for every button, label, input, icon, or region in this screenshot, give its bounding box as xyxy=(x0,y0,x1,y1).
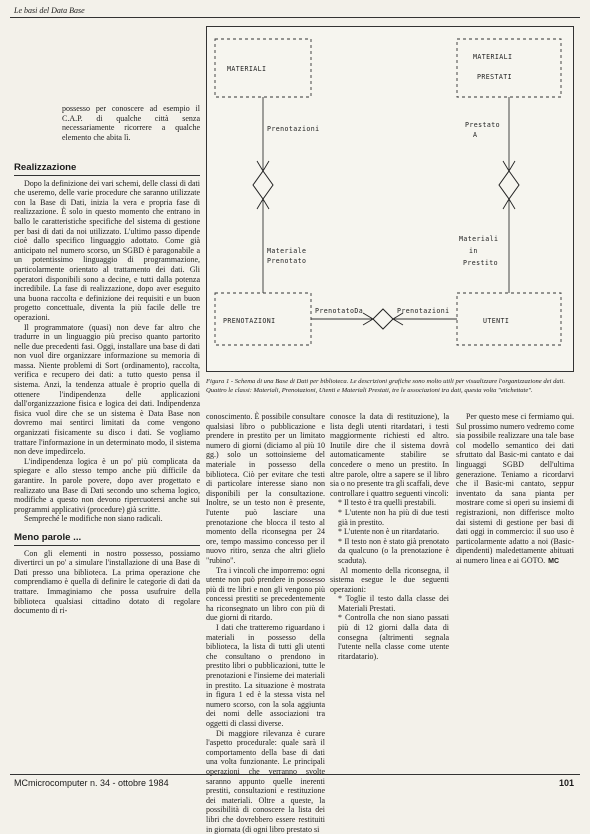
paragraph: Sempreché le modifiche non siano radicali. xyxy=(24,514,163,524)
entity-label-utenti: UTENTI xyxy=(483,317,510,325)
link-label-materiali-in-prestito-3: Prestito xyxy=(463,259,498,267)
bullet-item: * Il testo non è stato già prenotato da qualcuno (o la prenotazione è scaduta). xyxy=(338,536,449,565)
heading-realizzazione: Realizzazione xyxy=(14,163,200,176)
link-label-prestato-1: Prestato xyxy=(465,121,500,129)
column-4 xyxy=(456,412,574,567)
paragraph: Con gli elementi in nostro possesso, possiamo divertirci un po' a simulare l'installazione di una Base di Dati presso una biblioteca. La prima operazione che comprendiamo è quella di definire le categorie di dati da trattare. Immaginiamo che possa usufruire della biblioteca qualsiasi cittadino dotato di regolare documento di ri- xyxy=(14,548,200,616)
link-label-materiali-in-prestito-1: Materiali xyxy=(459,235,499,243)
column-1 xyxy=(14,154,200,616)
relation-diamond-left xyxy=(253,171,273,199)
paragraph: conoscimento. È possibile consultare qualsiasi libro o pubblicazione e prendere in prestito per un limitato numero di giorni (diciamo al più 10 gg.) solo un sottoinsieme del materiale in possesso della biblioteca. Ciò per evitare che testi di particolare interesse siano non disponibili per la consultazione. Inoltre, se un testo non è presente, l'utente può lasciare una prenotazione che blocca il testo al momento della riconsegna per 24 ore, tempo massimo concesso per il nuovo ritiro, senza che altri glielo "rubino". xyxy=(206,412,325,565)
relation-diamond-bottom xyxy=(373,309,393,329)
column-2 xyxy=(206,412,325,834)
link-label-materiale-prenotato-1: Materiale xyxy=(267,247,307,255)
paragraph xyxy=(456,412,574,567)
link-label-prenotazioni-bottom: Prenotazioni xyxy=(397,307,450,315)
paragraph: I dati che tratteremo riguardano i materiali in possesso della biblioteca, la lista di tutti gli utenti che consultano o prendono in prestito libri o pubblicazioni, tutte le prenotazioni e l'insieme dei materiali in prestito. La situazione è mostrata in figura 1 ed è la stessa vista nel numero scorso, con la sola aggiunta dei nomi delle associazioni tra oggetti di classi diverse. xyxy=(206,623,325,728)
bullet-item: * Controlla che non siano passati più di 12 giorni dalla data di consegna (altrimenti segnala l'utente nella classe come utente ritardatario). xyxy=(338,613,449,661)
header-rule xyxy=(10,17,580,18)
heading-meno-parole: Meno parole ... xyxy=(14,533,200,546)
entity-box-materiali-prestati xyxy=(457,39,561,97)
bullet-item: * Il testo è tra quelli prestabili. xyxy=(338,498,436,508)
figure-schema xyxy=(206,26,574,372)
entity-label-prenotazioni: PRENOTAZIONI xyxy=(223,317,276,325)
paragraph: Di maggiore rilevanza è curare l'aspetto procedurale: quale sarà il comportamento della base di dati una volta funzionante. Le principali operazioni che verranno svolte saranno appunto quelle inerenti prestiti, consultazioni e restituzione dei materiali. Oltre a queste, la possibilità di conoscere la lista dei libri che dovrebbero essere restituiti in giornata (di ogni libro prestato si xyxy=(206,728,325,834)
footer-rule xyxy=(10,774,580,775)
page-number: 101 xyxy=(558,778,574,788)
entity-label-materiali-prestati-1: MATERIALI xyxy=(473,53,513,61)
er-diagram xyxy=(207,27,575,373)
link-label-prenotato-da: PrenotatoDa xyxy=(315,307,364,315)
bullet-item: * Toglie il testo dalla classe dei Materiali Prestati. xyxy=(338,594,449,613)
link-label-prenotazioni-top: Prenotazioni xyxy=(267,125,320,133)
paragraph: conosce la data di restituzione), la lista degli utenti ritardatari, i testi maggiormente richiesti ed altro. Inutile dire che il sistema dovrà automaticamente stabilire se concedere o meno un prestito. In altre parole, oltre a sapere se il libro sia o no presente tra gli scaffali, deve controllare i quattro seguenti vincoli: xyxy=(330,412,449,498)
paragraph: L'indipendenza logica è un po' più complicata da spiegare e allo stesso tempo anche più difficile da garantire. In parole povere, dopo aver progettato e realizzato una Base di Dati secondo uno schema logico, modifiche a questo non devono ripercuotersi anche sui programmi applicativi (procedure) già scritte. xyxy=(14,456,200,514)
bullet-item: * L'utente non è un ritardatario. xyxy=(338,527,439,537)
paragraph: Il programmatore (quasi) non deve far altro che tradurre in un linguaggio più preciso quanto partorito nelle due precedenti fasi. Oggi, installare una base di dati non vuol dire organizzare informazione su memoria di massa. Niente problemi di Sort (ordinamento), raccolta, verifica e recupero dei dati: a tutto questo pensa il sistema. Anzi, la tendenza attuale è proprio quella di ottenere l'indipendenza delle applicazioni dall'organizzazione fisica e logica dei dati. Indipendenza fisica vuol dire che se un sistema è Data Base non dovremo mai sentirci limitati da come vengono organizzati fisicamente su disco i dati. Se vogliamo trattare l'informazione in un determinato modo, il sistema non deve impedircelo. xyxy=(14,322,200,457)
footer-magazine: MCmicrocomputer n. 34 - ottobre 1984 xyxy=(14,778,169,788)
figure-caption: Figura 1 - Schema di una Base di Dati per biblioteca. Le descrizioni grafiche sono molto utili per visualizzare l'organizzazione dei dati. Quattro le classi: Materiali, Prenotazioni, Utenti e Materiali Prestati, tre le associazioni tra dati, questa volta "etichettate". xyxy=(206,378,565,394)
column-1-top xyxy=(62,104,200,142)
column-3 xyxy=(330,412,449,661)
entity-label-materiali: MATERIALI xyxy=(227,65,267,73)
paragraph: Dopo la definizione dei vari schemi, delle classi di dati che useremo, delle varie procedure che saranno utilizzate con la Base di Dati, inizia la vera e propria fase di realizzazione. È solo in questo momento che entrano in ballo le caratteristiche specifiche del sistema di gestione per basi di dati da noi utilizzato. L'ultimo passo dipende cioè dallo specifico linguaggio adottato. Come già anticipato nel numero scorso, un SGBD è paragonabile a un potentissimo linguaggio di programmazione, particolarmente orientato al trattamento dei dati. Gli operatori disponibili sono a decine, e tutti dalla potenza incredibile. La fase di realizzazione, dopo aver eseguito una buona raccolta e definizione dei requisiti e un buon progetto concettuale, diventa la più facile delle tre operazioni. xyxy=(14,178,200,322)
running-title: Le basi del Data Base xyxy=(14,6,85,15)
paragraph: Tra i vincoli che imporremo: ogni utente non può prendere in possesso più di tre libri e non gli vengono più concessi prestiti se precedentemente ha riconsegnato un libro con più di due giorni di ritardo. xyxy=(206,565,325,623)
closing-paragraph-text: Per questo mese ci fermiamo qui. Sul prossimo numero vedremo come sia possibile realizzare una tale base col modello semantico dei dati sfruttato dal Basic-mi cantato e dai linguaggi SGBD dell'ultima generazione. Teniamo a ricordarvi che il Basic-mi cantato, seppur inventato da sana pianta per mostrare come si operi su insiemi di registrazioni, non differisce molto dai sistemi di gestione per basi di dati oggi in commercio: il suo uso è particolarmente adatto a noi (Basic-dipendenti) maledettamente abituati ai numero linea e ai GOTO. xyxy=(456,412,574,565)
entity-label-materiali-prestati-2: PRESTATI xyxy=(477,73,512,81)
bullet-item: * L'utente non ha più di due testi già in prestito. xyxy=(338,507,449,527)
signature-mark: MC xyxy=(548,557,560,565)
link-label-materiali-in-prestito-2: in xyxy=(469,247,478,255)
link-label-prestato-2: A xyxy=(473,131,478,139)
paragraph: possesso per conoscere ad esempio il C.A.P. di qualche città senza necessariamente ricorrere a qualche elemento che abita lì. xyxy=(62,104,200,142)
relation-diamond-right xyxy=(499,171,519,199)
paragraph: Al momento della riconsegna, il sistema esegue le due seguenti operazioni: xyxy=(330,565,449,594)
link-label-materiale-prenotato-2: Prenotato xyxy=(267,257,307,265)
